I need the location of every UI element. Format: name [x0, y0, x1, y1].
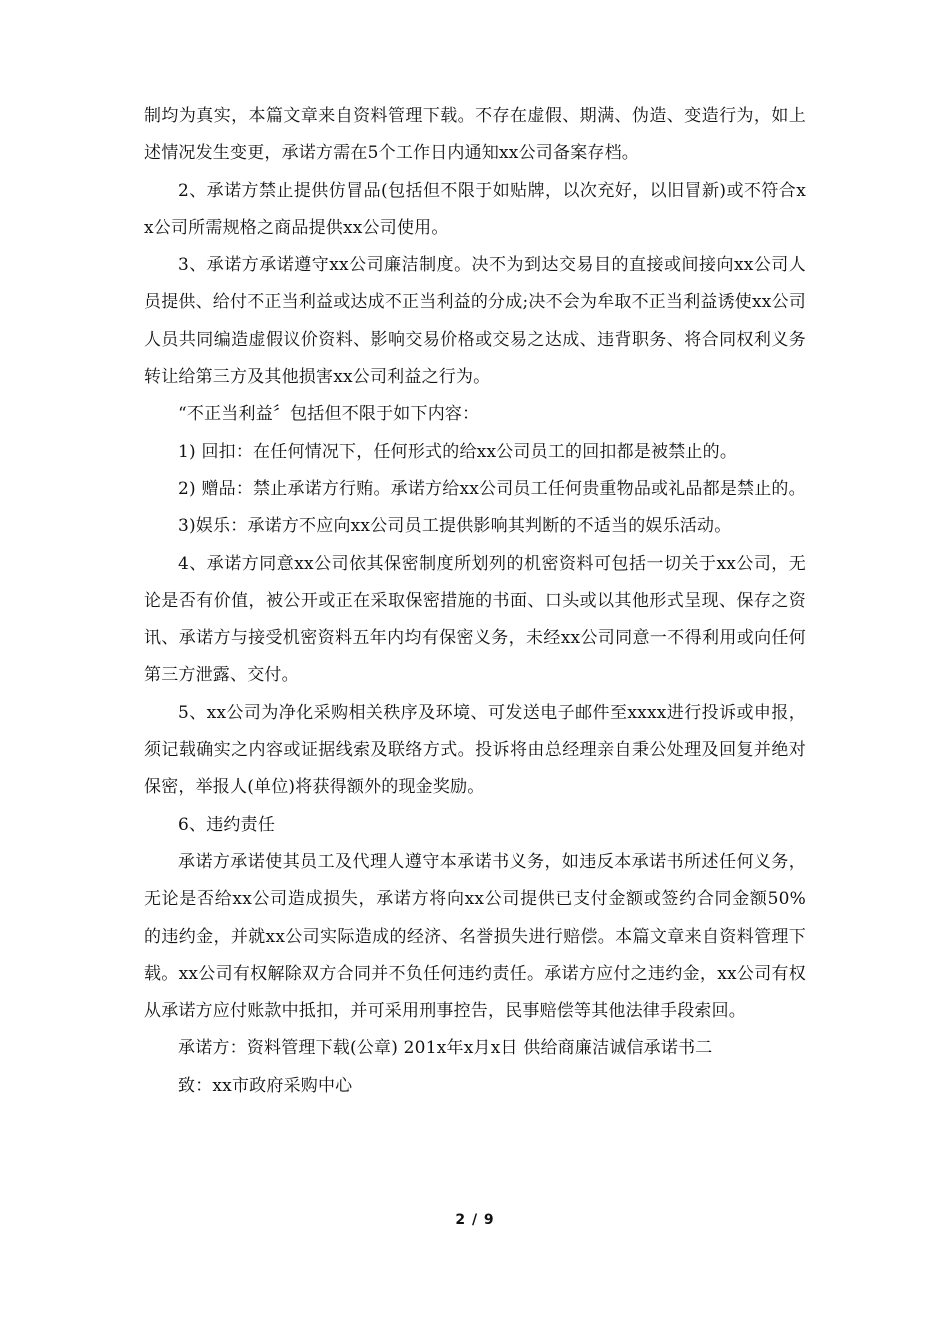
paragraph-clause-4: 4、承诺方同意xx公司依其保密制度所划列的机密资料可包括一切关于xx公司，无论是否有价值，被公开或正在采取保密措施的书面、口头或以其他形式呈现、保存之资讯、承诺方与接受机密资料五年内均有保密义务，未经xx公司同意一不得利用或向任何第三方泄露、交付。 — [144, 553, 806, 686]
document-body — [144, 98, 806, 1105]
paragraph-clause-5: 5、xx公司为净化采购相关秩序及环境、可发送电子邮件至xxxx进行投诉或申报，须记载确实之内容或证据线索及联络方式。投诉将由总经理亲自秉公处理及回复并绝对保密，举报人(单位)将获得额外的现金奖励。 — [144, 702, 806, 798]
paragraph-entertainment: 3)娱乐：承诺方不应向xx公司员工提供影响其判断的不适当的娱乐活动。 — [178, 516, 732, 537]
page-number: 2 / 9 — [455, 1212, 495, 1228]
paragraph-continuation: 制均为真实，本篇文章来自资料管理下载。不存在虚假、期满、伪造、变造行为，如上述情况发生变更，承诺方需在5个工作日内通知xx公司备案存档。 — [144, 106, 806, 164]
paragraph-breach-liability: 承诺方承诺使其员工及代理人遵守本承诺书义务，如违反本承诺书所述任何义务，无论是否给xx公司造成损失，承诺方将向xx公司提供已支付金额或签约合同金额50%的违约金，并就xx公司实际造成的经济、名誉损失进行赔偿。本篇文章来自资料管理下载。xx公司有权解除双方合同并不负任何违约责任。承诺方应付之违约金，xx公司有权从承诺方应付账款中抵扣，并可采用刑事控告，民事赔偿等其他法律手段索回。 — [144, 851, 806, 1022]
paragraph-clause-2: 2、承诺方禁止提供仿冒品(包括但不限于如贴牌，以次充好，以旧冒新)或不符合xx公司所需规格之商品提供xx公司使用。 — [144, 180, 806, 238]
paragraph-gifts: 2) 赠品：禁止承诺方行贿。承诺方给xx公司员工任何贵重物品或礼品都是禁止的。 — [178, 478, 806, 499]
paragraph-clause-6-heading: 6、违约责任 — [178, 814, 276, 835]
paragraph-signature-line: 承诺方：资料管理下载(公章) 201x年x月x日 供给商廉洁诚信承诺书二 — [178, 1038, 713, 1059]
paragraph-kickback: 1) 回扣：在任何情况下，任何形式的给xx公司员工的回扣都是被禁止的。 — [178, 441, 738, 462]
paragraph-addressee: 致：xx市政府采购中心 — [178, 1075, 353, 1096]
paragraph-clause-3: 3、承诺方承诺遵守xx公司廉洁制度。决不为到达交易目的直接或间接向xx公司人员提供、给付不正当利益或达成不正当利益的分成;决不会为牟取不正当利益诱使xx公司人员共同编造虚假议价资料、影响交易价格或交易之达成、违背职务、将合同权利义务转让给第三方及其他损害xx公司利益之行为。 — [144, 255, 806, 388]
paragraph-improper-benefit-heading: “不正当利益〞包括但不限于如下内容： — [178, 404, 480, 425]
